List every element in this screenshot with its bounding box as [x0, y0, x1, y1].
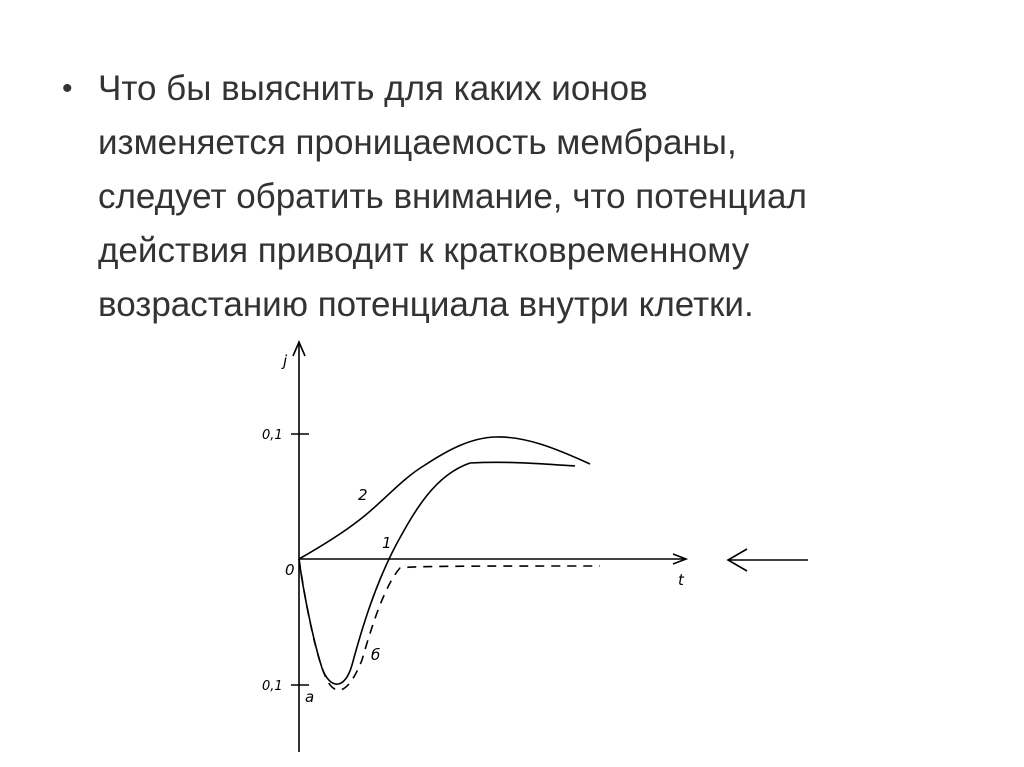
text-line-3: следует обратить внимание, что потенциал: [98, 177, 807, 216]
text-line-2: изменяется проницаемость мембраны,: [98, 123, 737, 162]
x-axis-label: t: [678, 571, 684, 589]
curve-b-dashed: [299, 559, 600, 690]
curve-1: [299, 462, 575, 684]
tick-lower-label: 0,1: [262, 679, 283, 694]
tick-upper-label: 0,1: [262, 428, 283, 443]
curve-a-label: а: [305, 688, 315, 706]
curve-b-label: б: [371, 646, 381, 664]
curve-1-label: 1: [382, 534, 392, 552]
y-axis-label: j: [283, 352, 288, 370]
text-line-1: Что бы выяснить для каких ионов: [98, 69, 648, 108]
text-line-5: возрастанию потенциала внутри клетки.: [98, 285, 754, 324]
origin-label: 0: [285, 561, 295, 579]
text-line-4: действия приводит к кратковременному: [98, 231, 750, 270]
curve-2-label: 2: [358, 486, 368, 504]
bullet-marker: •: [62, 72, 73, 105]
curve-2: [299, 437, 590, 559]
